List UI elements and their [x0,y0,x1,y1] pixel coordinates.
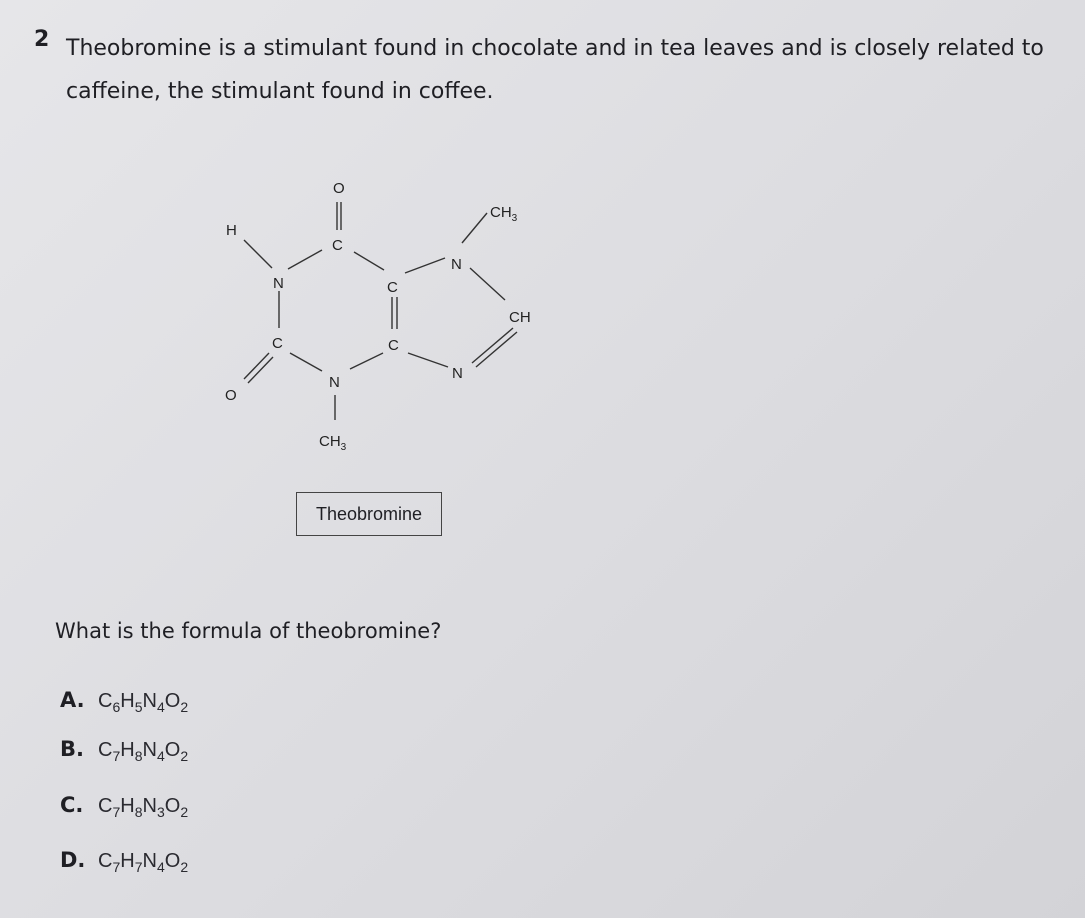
atom-c-left: C [272,335,283,352]
atom-ch3-top: $CH_3$ [490,204,518,224]
atom-n-top-right: N [451,256,462,273]
theobromine-structure [200,165,560,465]
atom-c-mid-bottom: C [388,337,399,354]
atom-n-left: N [273,275,284,292]
option-b-formula: $C_7H_8N_4O_2$ [98,739,189,764]
atom-n-bottom: N [329,374,340,391]
atom-o-left: O [225,387,237,404]
atom-ch-right: CH [509,309,531,326]
question-prompt: What is the formula of theobromine? [55,619,442,643]
atom-n-bottom-right: N [452,365,463,382]
option-a-formula: $C_6H_5N_4O_2$ [98,690,189,715]
option-c-letter: C. [60,793,84,817]
option-d-letter: D. [60,848,86,872]
option-d[interactable] [60,848,188,875]
option-b[interactable] [60,737,188,764]
atom-o-top: O [333,180,345,197]
question-text: Theobromine is a stimulant found in chocolate and in tea leaves and is closely related to caffeine, the stimulant found in coffee. [66,36,1044,104]
question-number: 2 [34,27,50,52]
atom-h: H [226,222,237,239]
option-c-formula: $C_7H_8N_3O_2$ [98,795,189,820]
atom-c-mid-top: C [387,279,398,296]
structure-caption: Theobromine [296,492,442,536]
atom-ch3-bottom: $CH_3$ [319,433,347,453]
option-b-letter: B. [60,737,84,761]
option-d-formula: $C_7H_7N_4O_2$ [98,850,189,875]
option-c[interactable] [60,793,188,820]
option-a[interactable] [60,688,188,715]
atom-c-top: C [332,237,343,254]
option-a-letter: A. [60,688,85,712]
